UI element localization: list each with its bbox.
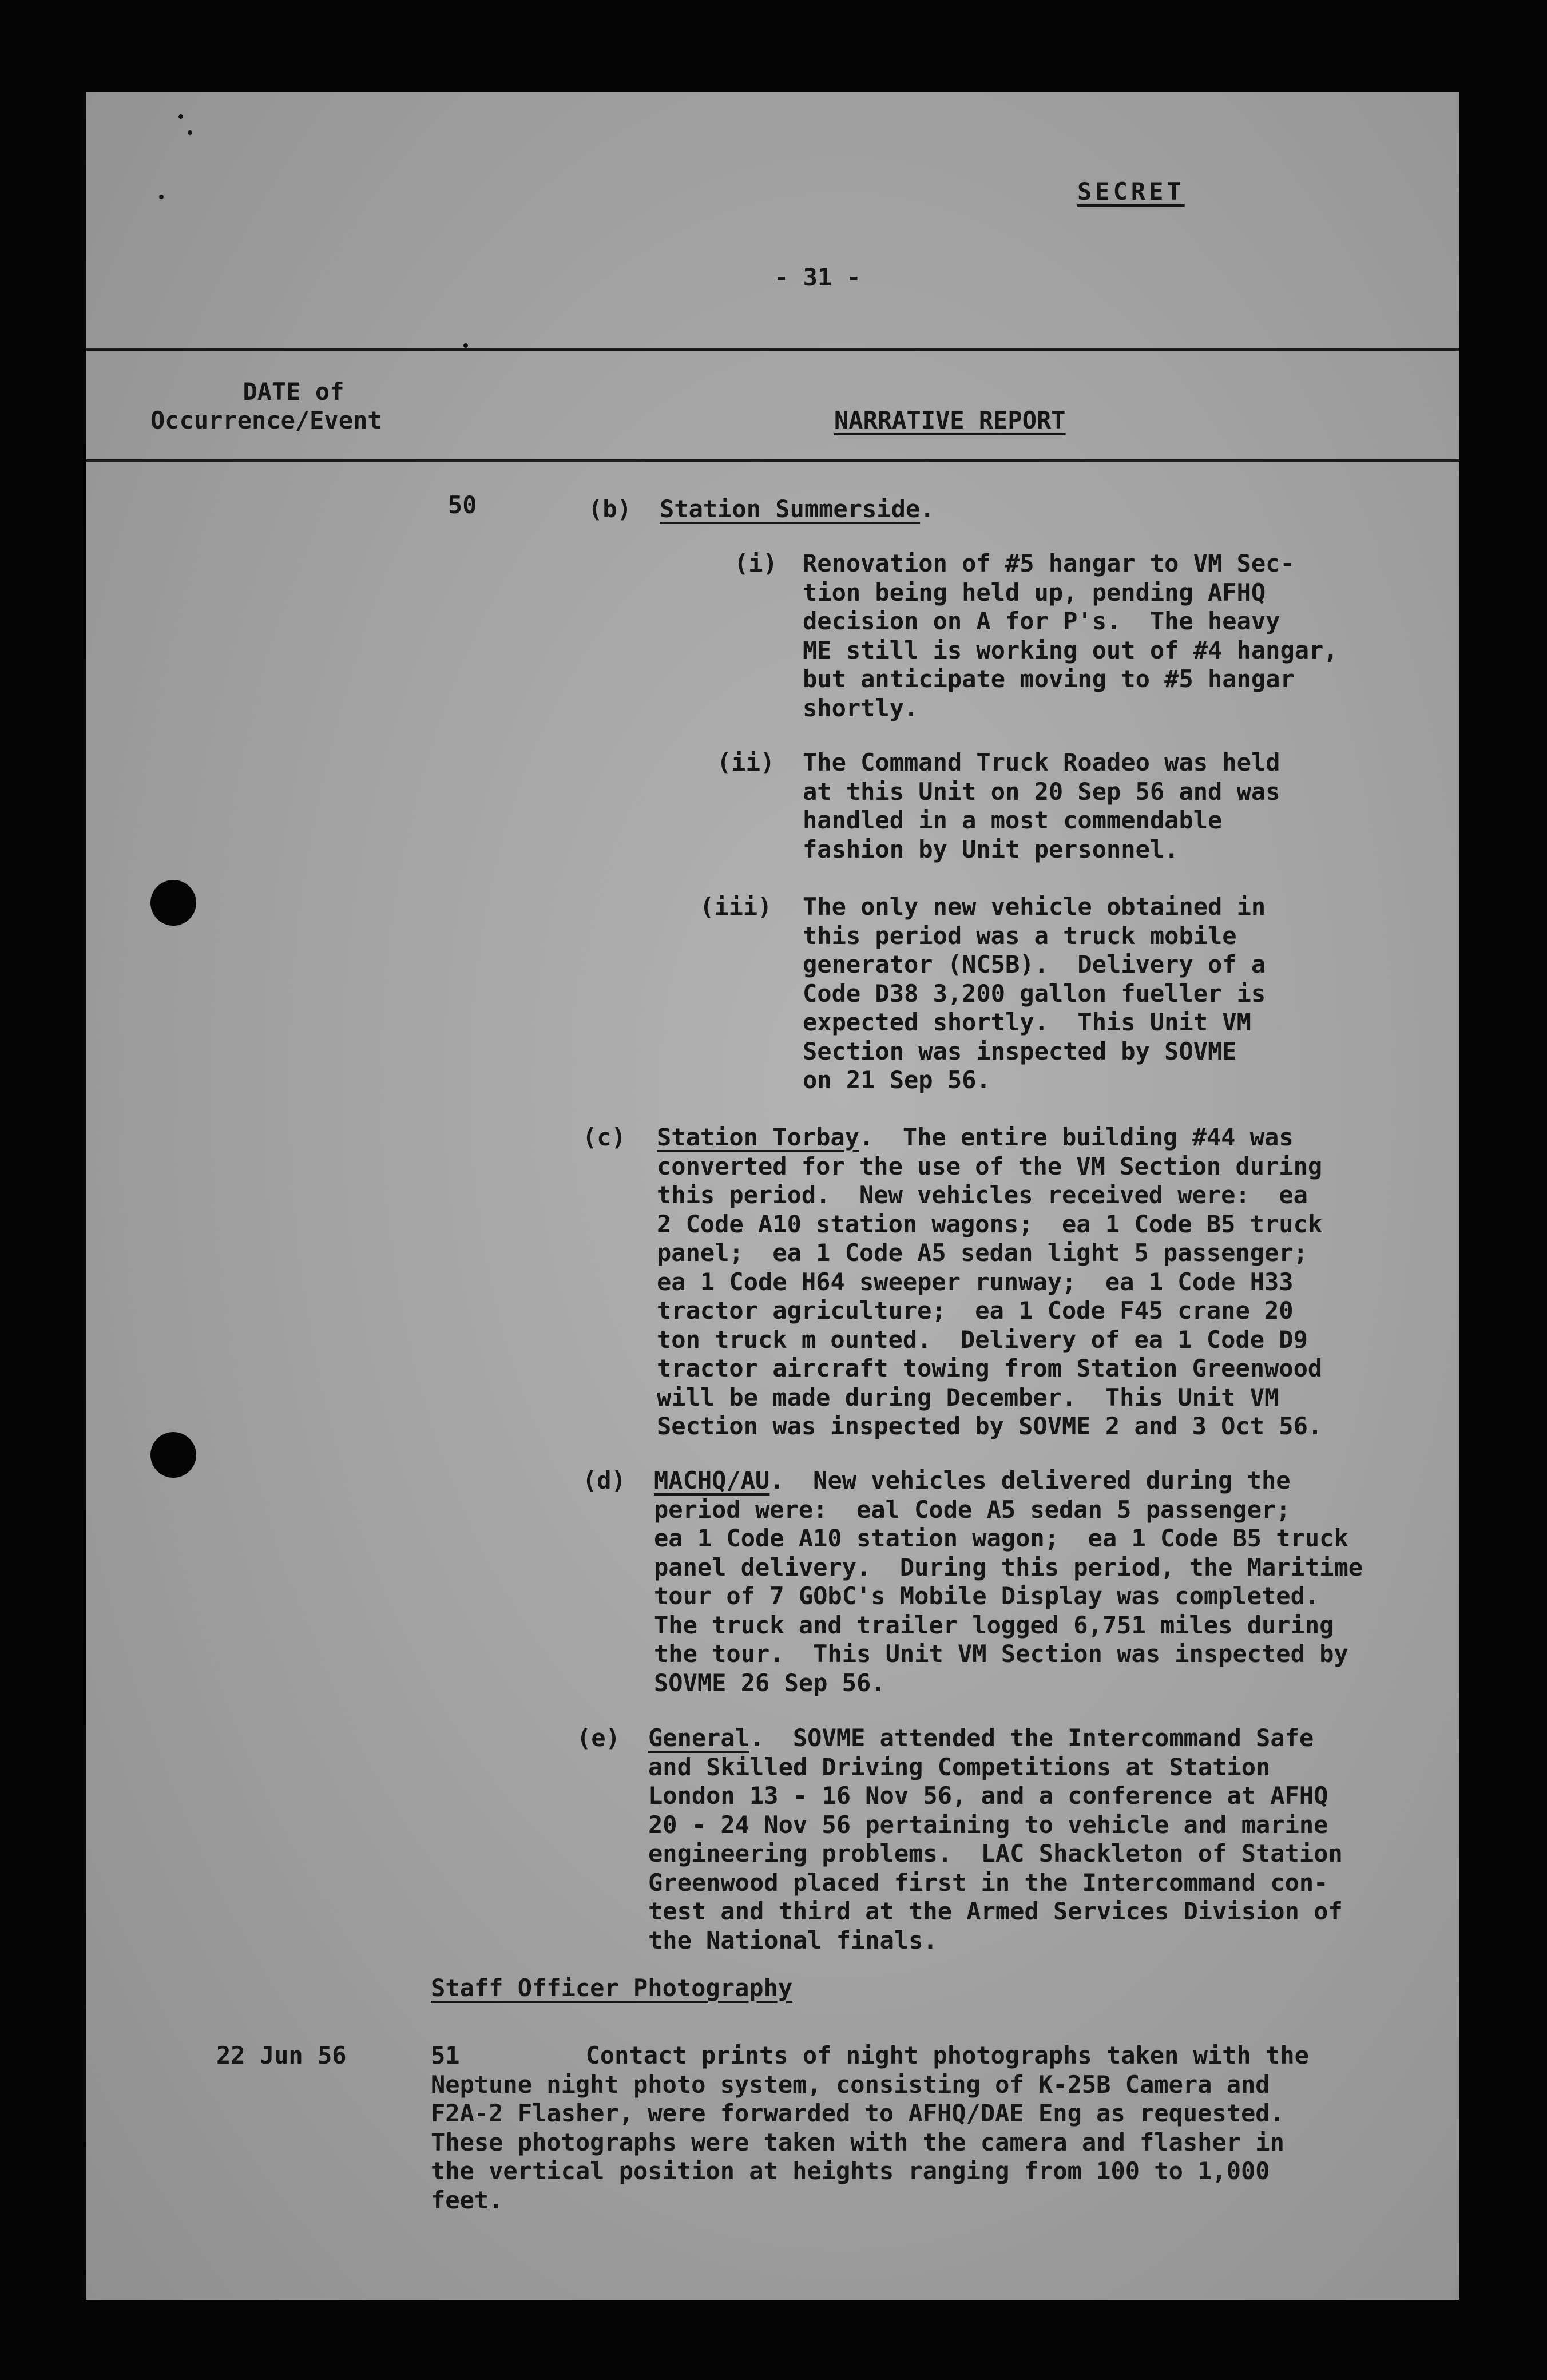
item-i-marker: (i): [734, 549, 778, 577]
text-line: the National finals.: [648, 1926, 938, 1954]
text-line: London 13 - 16 Nov 56, and a conference at AFHQ: [648, 1782, 1328, 1810]
text-line: but anticipate moving to #5 hangar: [803, 665, 1295, 693]
text-fragment: . The entire building #44 was: [859, 1123, 1294, 1151]
narrative-column-heading: NARRATIVE REPORT: [834, 406, 1066, 434]
text-line: 20 - 24 Nov 56 pertaining to vehicle and marine: [648, 1810, 1328, 1839]
classification-marking: SECRET: [1077, 177, 1185, 205]
text-line: this period was a truck mobile: [803, 921, 1237, 950]
machq-au-text: [654, 1466, 1363, 1697]
text-line: decision on A for P's. The heavy: [803, 607, 1280, 635]
text-line: tour of 7 GObC's Mobile Display was completed.: [654, 1582, 1320, 1610]
date-column-heading-line2: Occurrence/Event: [150, 406, 382, 434]
subsection-d-marker: (d): [582, 1466, 626, 1494]
text-line: The only new vehicle obtained in: [803, 892, 1266, 921]
subsection-b-marker: (b): [588, 495, 632, 523]
text-fragment: . SOVME attended the Intercommand Safe: [749, 1724, 1314, 1752]
text-line: converted for the use of the VM Section during: [657, 1152, 1323, 1180]
text-line: shortly.: [803, 693, 919, 722]
text-line: F2A-2 Flasher, were forwarded to AFHQ/DAE Eng as requested.: [431, 2099, 1284, 2127]
text-line: Renovation of #5 hangar to VM Sec-: [803, 549, 1295, 577]
text-line: handled in a most commendable: [803, 806, 1223, 834]
item-iii-marker: (iii): [700, 892, 772, 921]
text-line: tion being held up, pending AFHQ: [803, 578, 1266, 606]
punch-hole-lower: [150, 1432, 196, 1478]
text-line: ton truck m ounted. Delivery of ea 1 Code D9: [657, 1325, 1308, 1354]
text-line: expected shortly. This Unit VM: [803, 1008, 1251, 1036]
station-torbay-title: Station Torbay: [657, 1123, 860, 1151]
station-summerside-title: Station Summerside: [660, 495, 921, 523]
entry-51-text: [431, 2041, 1309, 2215]
text-line: 2 Code A10 station wagons; ea 1 Code B5 truck: [657, 1209, 1323, 1238]
station-summerside-heading: [660, 495, 934, 523]
text-line: The Command Truck Roadeo was held: [803, 748, 1280, 776]
document-page: [86, 92, 1459, 2300]
item-iii-text: [803, 892, 1266, 1095]
text-line: tractor aircraft towing from Station Greenwood: [657, 1354, 1323, 1382]
text-line: will be made during December. This Unit VM: [657, 1383, 1279, 1411]
text-fragment: Contact prints of night photographs taken with the: [585, 2041, 1309, 2069]
entry-number-50: 50: [448, 491, 477, 519]
entry-number-51: 51: [431, 2041, 460, 2069]
text-line: SOVME 26 Sep 56.: [654, 1668, 886, 1697]
text-line: The truck and trailer logged 6,751 miles during: [654, 1611, 1334, 1639]
entry-51-date: 22 Jun 56: [216, 2041, 347, 2069]
text-line: period were: eal Code A5 sedan 5 passenger;: [654, 1495, 1291, 1524]
text-line: at this Unit on 20 Sep 56 and was: [803, 777, 1280, 806]
text-line: ea 1 Code H64 sweeper runway; ea 1 Code H33: [657, 1267, 1294, 1296]
speck: [178, 114, 183, 119]
text-line: test and third at the Armed Services Division of: [648, 1897, 1343, 1925]
text-line: These photographs were taken with the camera and flasher in: [431, 2128, 1284, 2156]
text-line: [431, 2041, 1309, 2070]
staff-officer-photography-heading: Staff Officer Photography: [431, 1974, 793, 2002]
text-line: panel; ea 1 Code A5 sedan light 5 passenger;: [657, 1239, 1308, 1267]
text-line: generator (NC5B). Delivery of a: [803, 950, 1266, 978]
title-period: .: [920, 495, 935, 523]
text-line: engineering problems. LAC Shackleton of Station: [648, 1839, 1343, 1867]
item-ii-text: [803, 748, 1280, 864]
text-line: and Skilled Driving Competitions at Station: [648, 1752, 1271, 1781]
text-line: panel delivery. During this period, the Maritime: [654, 1553, 1363, 1581]
item-ii-marker: (ii): [717, 748, 775, 776]
station-torbay-text: [657, 1123, 1322, 1441]
general-title: General: [648, 1724, 750, 1752]
punch-hole-upper: [150, 880, 196, 926]
item-i-text: [803, 549, 1338, 723]
text-fragment: . New vehicles delivered during the: [769, 1466, 1291, 1494]
header-rule-top: [86, 348, 1459, 351]
text-line: on 21 Sep 56.: [803, 1066, 991, 1094]
text-line: feet.: [431, 2185, 503, 2214]
text-line: this period. New vehicles received were: ea: [657, 1181, 1308, 1209]
text-line: [648, 1724, 1343, 1753]
text-line: ME still is working out of #4 hangar,: [803, 636, 1338, 664]
text-line: ea 1 Code A10 station wagon; ea 1 Code B5 truck: [654, 1524, 1348, 1552]
subsection-c-marker: (c): [582, 1123, 626, 1151]
text-line: fashion by Unit personnel.: [803, 835, 1179, 863]
subsection-e-marker: (e): [577, 1724, 620, 1752]
text-line: Neptune night photo system, consisting of K-25B Camera and: [431, 2070, 1270, 2099]
text-line: [657, 1123, 1322, 1152]
machq-au-title: MACHQ/AU: [654, 1466, 770, 1494]
date-column-heading-line1: DATE of: [243, 378, 344, 406]
speck: [159, 195, 164, 199]
text-line: the vertical position at heights ranging from 100 to 1,000: [431, 2157, 1270, 2185]
header-rule-bottom: [86, 459, 1459, 462]
text-line: Section was inspected by SOVME: [803, 1037, 1237, 1065]
text-line: Code D38 3,200 gallon fueller is: [803, 979, 1266, 1007]
text-line: [654, 1466, 1363, 1496]
page-number: - 31 -: [774, 263, 861, 291]
text-line: Greenwood placed first in the Intercommand con-: [648, 1868, 1328, 1897]
general-text: [648, 1724, 1343, 1955]
speck: [188, 130, 192, 135]
text-line: the tour. This Unit VM Section was inspected by: [654, 1640, 1348, 1668]
text-line: Section was inspected by SOVME 2 and 3 Oct 56.: [657, 1412, 1323, 1440]
speck: [463, 343, 468, 348]
text-line: tractor agriculture; ea 1 Code F45 crane 20: [657, 1296, 1294, 1324]
